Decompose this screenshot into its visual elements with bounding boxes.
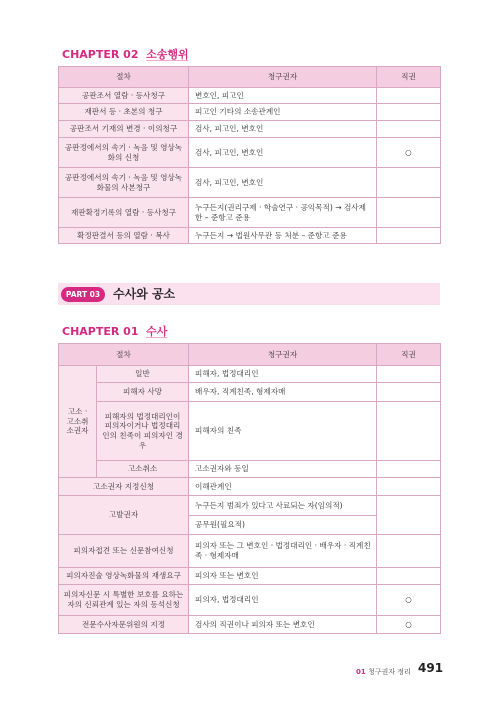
table-row [59,383,441,402]
table-row [59,121,441,138]
cell-claimant: 피해자의 친족 [189,402,377,461]
procedure-table-ch02 [58,66,441,244]
cell-procedure: 전문수사자문위원의 지정 [59,616,189,634]
page-number: 491 [418,661,444,675]
cell-procedure: 피의자신문 시 특별한 보호를 요하는 자의 신뢰관계 있는 자의 동석신청 [59,585,189,616]
group-label-complainant: 고소 · 고소취 소권자 [59,366,97,478]
cell-ex-officio: ○ [377,616,441,634]
cell-ex-officio [377,121,441,138]
chapter-01-heading [62,323,167,339]
table-row [59,461,441,478]
cell-ex-officio [377,535,441,568]
part-title: 수사와 공소 [113,287,176,301]
cell-claimant: 피의자 또는 그 변호인 · 법정대리인 · 배우자 · 직계친족 · 형제자매 [189,535,377,568]
cell-claimant: 고소권자와 동일 [189,461,377,478]
cell-claimant: 검사, 피고인, 변호인 [189,168,377,198]
footer-chapter-number: 01 [356,668,366,676]
header-procedure: 절차 [59,344,189,366]
table-row [59,88,441,104]
table-row [59,168,441,198]
table-row [59,616,441,634]
cell-ex-officio [377,383,441,402]
cell-ex-officio [377,478,441,496]
cell-ex-officio [377,104,441,121]
cell-claimant: 배우자, 직계친족, 형제자매 [189,383,377,402]
table-row [59,585,441,616]
cell-claimant: 검사의 직권이나 피의자 또는 변호인 [189,616,377,634]
footer-chapter [356,667,411,677]
table-row [59,402,441,461]
cell-ex-officio [377,496,441,535]
part-badge: PART 03 [61,287,105,302]
header-procedure: 절차 [59,67,189,88]
chapter-02-heading [62,46,189,62]
cell-procedure: 피의자접견 또는 신문참여신청 [59,535,189,568]
cell-claimant: 피고인 기타의 소송관계인 [189,104,377,121]
table-row [59,366,441,383]
cell-procedure: 고발권자 [59,496,189,535]
cell-procedure: 공판정에서의 속기 · 녹음 및 영상녹화의 신청 [59,138,189,168]
procedure-table-ch01 [58,343,441,634]
cell-procedure: 일반 [97,366,189,383]
cell-claimant: 공무원(필요적) [189,516,377,535]
chapter-label: CHAPTER 01 [62,325,139,338]
header-ex-officio: 직권 [377,67,441,88]
chapter-title: 소송행위 [146,48,189,61]
cell-claimant: 검사, 피고인, 변호인 [189,138,377,168]
cell-ex-officio [377,366,441,383]
chapter-title: 수사 [146,325,168,338]
chapter-label: CHAPTER 02 [62,48,139,61]
cell-claimant: 피의자 또는 변호인 [189,568,377,585]
table-row [59,104,441,121]
cell-procedure: 피해자의 법정대리인이 피의자이거나 법정대리인의 친족이 피의자인 경우 [97,402,189,461]
cell-procedure: 공판조서 열람 · 등사청구 [59,88,189,104]
cell-claimant: 피의자, 법정대리인 [189,585,377,616]
cell-ex-officio [377,461,441,478]
cell-procedure: 피해자 사망 [97,383,189,402]
cell-claimant: 이해관계인 [189,478,377,496]
table-row [59,568,441,585]
cell-procedure: 확정판결서 등의 열람 · 복사 [59,228,189,244]
cell-procedure: 공판조서 기재의 변경 · 이의청구 [59,121,189,138]
header-ex-officio: 직권 [377,344,441,366]
cell-procedure: 재판확정기록의 열람 · 등사청구 [59,198,189,228]
cell-procedure: 고소권자 지정신청 [59,478,189,496]
table-row [59,535,441,568]
cell-ex-officio [377,228,441,244]
cell-ex-officio [377,402,441,461]
footer-chapter-name: 청구권자 정리 [367,668,411,676]
header-claimant: 청구권자 [189,67,377,88]
cell-ex-officio [377,88,441,104]
cell-claimant: 변호인, 피고인 [189,88,377,104]
table-row [59,138,441,168]
cell-procedure: 공판정에서의 속기 · 녹음 및 영상녹화물의 사본청구 [59,168,189,198]
cell-ex-officio [377,198,441,228]
cell-procedure: 재판서 등 · 초본의 청구 [59,104,189,121]
cell-claimant: 피해자, 법정대리인 [189,366,377,383]
cell-ex-officio: ○ [377,585,441,616]
cell-procedure: 고소취소 [97,461,189,478]
cell-ex-officio: ○ [377,138,441,168]
table-row [59,228,441,244]
cell-claimant: 누구든지 → 법원사무관 등 처분 – 준항고 준용 [189,228,377,244]
cell-procedure: 피의자진술 영상녹화물의 재생요구 [59,568,189,585]
cell-claimant: 누구든지 범죄가 있다고 사료되는 자(임의적) [189,496,377,516]
cell-claimant: 누구든지(권리구제 · 학술연구 · 공익목적) → 검사제한 – 준항고 준용 [189,198,377,228]
header-claimant: 청구권자 [189,344,377,366]
table-row [59,198,441,228]
cell-claimant: 검사, 피고인, 변호인 [189,121,377,138]
table-row [59,478,441,496]
cell-ex-officio [377,568,441,585]
cell-ex-officio [377,168,441,198]
table-row [59,496,441,516]
